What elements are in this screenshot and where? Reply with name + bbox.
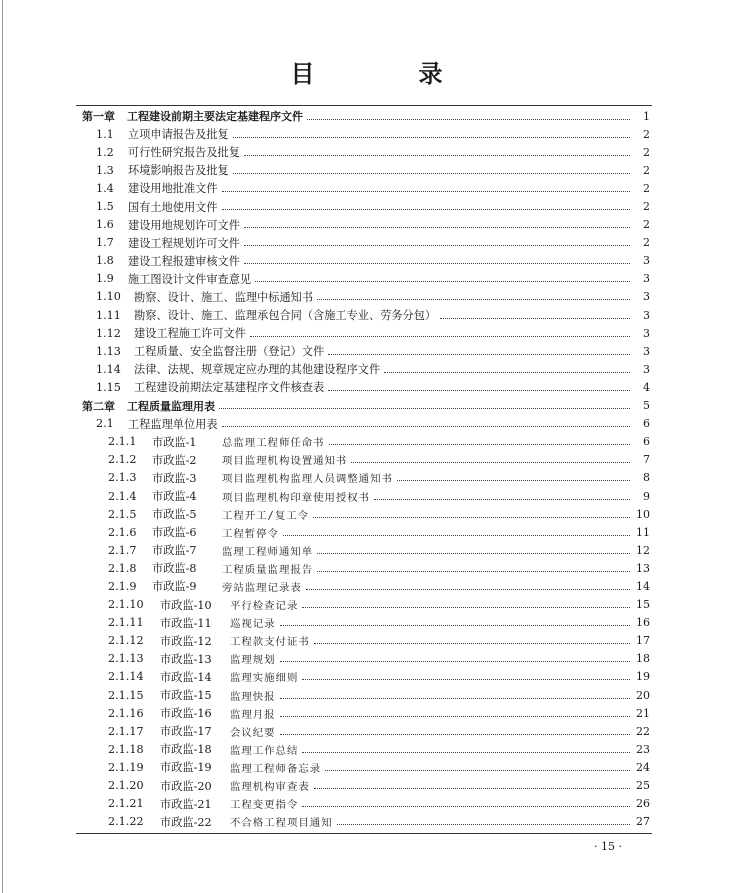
toc-subsection-entry[interactable] [82, 451, 650, 469]
toc-section-entry[interactable] [82, 306, 650, 324]
toc-entry-page: 2 [643, 181, 650, 195]
toc-entry-number: 1.15 [96, 380, 121, 394]
toc-bottom-rule [76, 833, 652, 834]
toc-entry-number: 2.1.7 [108, 543, 137, 557]
toc-entry-page: 2 [643, 236, 650, 250]
toc-entry-label: 会议纪要 [230, 726, 276, 739]
page-number: · 15 · [594, 840, 622, 853]
toc-entry-label: 建设工程报建审核文件 [128, 254, 240, 268]
toc-dot-leader [255, 281, 630, 282]
toc-subsection-entry[interactable] [82, 776, 650, 794]
toc-entry-number: 2.1.12 [108, 634, 144, 648]
toc-entry-label: 工程变更指令 [230, 799, 299, 812]
toc-entry-number: 2.1 [96, 417, 114, 431]
toc-entry-number: 1.2 [96, 145, 114, 159]
toc-entry-label: 工程质量监理报告 [222, 563, 314, 576]
toc-entry-label: 监理快报 [230, 690, 276, 703]
toc-dot-leader [313, 517, 630, 518]
toc-subsection-entry[interactable] [82, 758, 650, 776]
toc-section-entry[interactable] [82, 234, 650, 252]
toc-entry-page: 16 [636, 616, 650, 630]
toc-entry-number: 2.1.5 [108, 507, 137, 521]
toc-entry-number: 2.1.18 [108, 742, 144, 756]
toc-section-entry[interactable] [82, 179, 650, 197]
toc-entry-page: 1 [643, 109, 650, 123]
toc-dot-leader [307, 119, 630, 120]
toc-dot-leader [244, 155, 630, 156]
toc-entry-form-code: 市政监-14 [160, 670, 212, 684]
toc-entry-page: 20 [636, 688, 650, 702]
toc-section-entry[interactable] [82, 288, 650, 306]
toc-section-entry[interactable] [82, 197, 650, 215]
toc-subsection-entry[interactable] [82, 523, 650, 541]
toc-entry-number: 2.1.16 [108, 706, 144, 720]
toc-subsection-entry[interactable] [82, 541, 650, 559]
toc-entry-page: 27 [636, 815, 650, 829]
toc-dot-leader [314, 788, 630, 789]
toc-entry-number: 2.1.9 [108, 579, 137, 593]
toc-dot-leader [219, 408, 630, 409]
toc-subsection-entry[interactable] [82, 433, 650, 451]
toc-subsection-entry[interactable] [82, 632, 650, 650]
toc-entry-label: 国有土地使用文件 [128, 200, 218, 214]
toc-entry-label: 监理机构审查表 [230, 781, 310, 794]
toc-subsection-entry[interactable] [82, 668, 650, 686]
toc-subsection-entry[interactable] [82, 650, 650, 668]
toc-entry-label: 立项申请报告及批复 [128, 128, 229, 142]
toc-entry-label: 平行检查记录 [230, 600, 299, 613]
toc-top-rule [76, 105, 652, 106]
toc-entry-form-code: 市政监-13 [160, 652, 212, 666]
toc-dot-leader [280, 625, 630, 626]
toc-entry-number: 2.1.10 [108, 598, 144, 612]
toc-entry-page: 13 [636, 561, 650, 575]
toc-entry-number: 1.14 [96, 362, 121, 376]
toc-entry-label: 建设用地规划许可文件 [128, 218, 240, 232]
toc-dot-leader [329, 444, 630, 445]
toc-dot-leader [233, 173, 630, 174]
toc-entry-page: 14 [636, 579, 650, 593]
toc-entry-form-code: 市政监-17 [160, 725, 212, 739]
toc-entry-label: 勘察、设计、施工、监理承包合同（含施工专业、劳务分包） [134, 309, 437, 323]
toc-dot-leader [306, 589, 630, 590]
toc-entry-label: 工程建设前期主要法定基建程序文件 [127, 110, 303, 124]
toc-dot-leader [440, 318, 630, 319]
toc-subsection-entry[interactable] [82, 795, 650, 813]
toc-entry-page: 17 [636, 634, 650, 648]
toc-section-entry[interactable] [82, 415, 650, 433]
toc-entry-form-code: 市政监-20 [160, 779, 212, 793]
toc-entry-label: 工程开工/复工令 [222, 509, 309, 522]
toc-entry-page: 9 [643, 489, 650, 503]
toc-entry-page: 3 [643, 344, 650, 358]
toc-entry-form-code: 市政监-19 [160, 761, 212, 775]
toc-entry-page: 6 [643, 435, 650, 449]
toc-subsection-entry[interactable] [82, 596, 650, 614]
toc-dot-leader [328, 354, 630, 355]
toc-entry-page: 3 [643, 254, 650, 268]
toc-dot-leader [374, 499, 630, 500]
toc-entry-label: 工程暂停令 [222, 527, 279, 540]
toc-entry-label: 旁站监理记录表 [222, 581, 302, 594]
toc-dot-leader [302, 752, 630, 753]
toc-entry-number: 1.4 [96, 181, 114, 195]
toc-entry-number: 2.1.22 [108, 815, 144, 829]
toc-dot-leader [351, 462, 630, 463]
toc-dot-leader [280, 698, 630, 699]
toc-entry-label: 建设工程规划许可文件 [128, 236, 240, 250]
toc-entry-page: 3 [643, 326, 650, 340]
toc-dot-leader [222, 209, 630, 210]
toc-entry-page: 4 [643, 380, 650, 394]
toc-dot-leader [222, 191, 630, 192]
toc-entry-form-code: 市政监-5 [152, 508, 197, 522]
toc-entry-number: 1.5 [96, 200, 114, 214]
toc-entry-page: 5 [643, 399, 650, 413]
toc-section-entry[interactable] [82, 161, 650, 179]
toc-entry-form-code: 市政监-8 [152, 562, 197, 576]
toc-dot-leader [244, 245, 630, 246]
toc-entry-number: 1.6 [96, 218, 114, 232]
toc-subsection-entry[interactable] [82, 505, 650, 523]
toc-entry-number: 2.1.3 [108, 471, 137, 485]
toc-entry-form-code: 市政监-1 [152, 435, 197, 449]
toc-entry-label: 监理规划 [230, 654, 276, 667]
toc-entry-form-code: 市政监-21 [160, 797, 212, 811]
toc-section-entry[interactable] [82, 360, 650, 378]
toc-subsection-entry[interactable] [82, 740, 650, 758]
toc-subsection-entry[interactable] [82, 686, 650, 704]
toc-entry-page: 2 [643, 145, 650, 159]
toc-entry-form-code: 市政监-16 [160, 707, 212, 721]
toc-entry-page: 7 [643, 453, 650, 467]
toc-entry-page: 6 [643, 417, 650, 431]
toc-entry-number: 1.13 [96, 344, 121, 358]
toc-dot-leader [233, 137, 630, 138]
toc-dot-leader [302, 607, 630, 608]
toc-entry-number: 2.1.19 [108, 760, 144, 774]
toc-section-entry[interactable] [82, 216, 650, 234]
toc-entry-page: 23 [636, 742, 650, 756]
toc-entry-page: 2 [643, 218, 650, 232]
toc-dot-leader [384, 372, 630, 373]
toc-entry-page: 15 [636, 598, 650, 612]
toc-entry-page: 21 [636, 706, 650, 720]
toc-entry-form-code: 市政监-9 [152, 580, 197, 594]
toc-entry-number: 2.1.17 [108, 724, 144, 738]
toc-entry-label: 不合格工程项目通知 [230, 817, 333, 830]
toc-section-entry[interactable] [82, 125, 650, 143]
toc-dot-leader [317, 571, 630, 572]
toc-subsection-entry[interactable] [82, 487, 650, 505]
toc-entry-label: 工程建设前期法定基建程序文件核查表 [134, 381, 325, 395]
toc-entry-label: 工程质量监理用表 [127, 399, 215, 413]
toc-section-entry[interactable] [82, 143, 650, 161]
toc-entry-number: 1.10 [96, 290, 121, 304]
toc-entry-label: 法律、法规、规章规定应办理的其他建设程序文件 [134, 363, 381, 377]
toc-entry-label: 监理实施细则 [230, 672, 299, 685]
toc-entry-number: 2.1.2 [108, 453, 137, 467]
toc-entry-form-code: 市政监-2 [152, 453, 197, 467]
toc-dot-leader [317, 299, 630, 300]
toc-entry-label: 施工图设计文件审查意见 [128, 272, 252, 286]
toc-entry-page: 3 [643, 362, 650, 376]
toc-subsection-entry[interactable] [82, 722, 650, 740]
toc-entry-form-code: 市政监-22 [160, 815, 212, 829]
toc-dot-leader [328, 390, 630, 391]
toc-entry-number: 2.1.6 [108, 525, 137, 539]
toc-section-entry[interactable] [82, 342, 650, 360]
toc-entry-page: 25 [636, 779, 650, 793]
toc-subsection-entry[interactable] [82, 559, 650, 577]
toc-entry-form-code: 市政监-6 [152, 526, 197, 540]
toc-entry-number: 1.12 [96, 326, 121, 340]
toc-entry-number: 1.9 [96, 272, 114, 286]
toc-dot-leader [222, 426, 630, 427]
toc-dot-leader [325, 770, 630, 771]
toc-entry-number: 1.11 [96, 308, 121, 322]
toc-subsection-entry[interactable] [82, 813, 650, 831]
toc-entry-number: 1.3 [96, 163, 114, 177]
toc-dot-leader [244, 227, 630, 228]
toc-dot-leader [280, 661, 630, 662]
toc-entry-label: 巡视记录 [230, 618, 276, 631]
toc-entry-page: 3 [643, 272, 650, 286]
toc-dot-leader [244, 263, 630, 264]
toc-entry-form-code: 市政监-4 [152, 490, 197, 504]
toc-entry-page: 11 [636, 525, 650, 539]
toc-dot-leader [314, 643, 630, 644]
toc-entry-page: 2 [643, 163, 650, 177]
toc-subsection-entry[interactable] [82, 577, 650, 595]
toc-entry-page: 8 [643, 471, 650, 485]
toc-entry-label: 环境影响报告及批复 [128, 164, 229, 178]
toc-entry-label: 工程质量、安全监督注册（登记）文件 [134, 345, 325, 359]
toc-entry-form-code: 市政监-3 [152, 471, 197, 485]
toc-entry-form-code: 市政监-18 [160, 743, 212, 757]
toc-entry-form-code: 市政监-12 [160, 634, 212, 648]
toc-entry-form-code: 市政监-10 [160, 598, 212, 612]
toc-dot-leader [317, 553, 630, 554]
toc-subsection-entry[interactable] [82, 614, 650, 632]
toc-entry-page: 3 [643, 308, 650, 322]
toc-entry-number: 2.1.4 [108, 489, 137, 503]
toc-entry-label: 监理工作总结 [230, 744, 299, 757]
toc-entry-number: 2.1.14 [108, 670, 144, 684]
toc-dot-leader [302, 806, 630, 807]
toc-dot-leader [302, 679, 630, 680]
toc-entry-label: 监理工程师备忘录 [230, 762, 322, 775]
page-title: 目 录 [290, 60, 483, 88]
toc-section-entry[interactable] [82, 252, 650, 270]
toc-entry-label: 项目监理机构监理人员调整通知书 [222, 473, 393, 486]
toc-entry-label: 工程款支付证书 [230, 636, 310, 649]
toc-entry-number: 第一章 [82, 110, 115, 124]
toc-entry-page: 18 [636, 652, 650, 666]
toc-entry-number: 1.8 [96, 254, 114, 268]
toc-subsection-entry[interactable] [82, 704, 650, 722]
toc-entry-label: 可行性研究报告及批复 [128, 146, 240, 160]
toc-entry-label: 项目监理机构设置通知书 [222, 455, 348, 468]
toc-entry-number: 2.1.8 [108, 561, 137, 575]
toc-entry-number: 2.1.21 [108, 797, 144, 811]
toc-entry-page: 12 [636, 543, 650, 557]
toc-entry-number: 2.1.1 [108, 435, 137, 449]
toc-entry-form-code: 市政监-7 [152, 544, 197, 558]
toc-dot-leader [283, 535, 630, 536]
toc-entry-label: 工程监理单位用表 [128, 417, 218, 431]
toc-dot-leader [250, 336, 630, 337]
toc-entry-label: 监理月报 [230, 708, 276, 721]
toc-section-entry[interactable] [82, 324, 650, 342]
toc-entry-number: 2.1.11 [108, 616, 144, 630]
toc-dot-leader [397, 480, 630, 481]
toc-subsection-entry[interactable] [82, 469, 650, 487]
toc-entry-label: 建设工程施工许可文件 [134, 327, 246, 341]
toc-section-entry[interactable] [82, 378, 650, 396]
toc-entry-label: 项目监理机构印章使用授权书 [222, 491, 371, 504]
toc-dot-leader [280, 734, 630, 735]
toc-dot-leader [280, 716, 630, 717]
toc-entry-number: 2.1.13 [108, 652, 144, 666]
table-of-contents [82, 107, 650, 831]
toc-entry-form-code: 市政监-11 [160, 616, 212, 630]
toc-dot-leader [337, 824, 630, 825]
toc-entry-form-code: 市政监-15 [160, 689, 212, 703]
toc-entry-number: 1.7 [96, 236, 114, 250]
toc-entry-number: 2.1.15 [108, 688, 144, 702]
toc-entry-page: 10 [636, 507, 650, 521]
toc-entry-label: 监理工程师通知单 [222, 545, 314, 558]
toc-entry-page: 19 [636, 670, 650, 684]
toc-entry-label: 总监理工程师任命书 [222, 437, 325, 450]
toc-entry-number: 第二章 [82, 399, 115, 413]
toc-entry-number: 1.1 [96, 127, 114, 141]
page-left-border [2, 0, 3, 893]
toc-section-entry[interactable] [82, 270, 650, 288]
toc-entry-page: 2 [643, 200, 650, 214]
toc-entry-page: 2 [643, 127, 650, 141]
toc-entry-page: 22 [636, 724, 650, 738]
toc-entry-page: 24 [636, 760, 650, 774]
toc-chapter-entry[interactable] [82, 107, 650, 125]
toc-entry-page: 3 [643, 290, 650, 304]
toc-entry-number: 2.1.20 [108, 779, 144, 793]
toc-entry-label: 勘察、设计、施工、监理中标通知书 [134, 290, 314, 304]
toc-entry-page: 26 [636, 797, 650, 811]
toc-entry-label: 建设用地批准文件 [128, 182, 218, 196]
toc-chapter-entry[interactable] [82, 397, 650, 415]
